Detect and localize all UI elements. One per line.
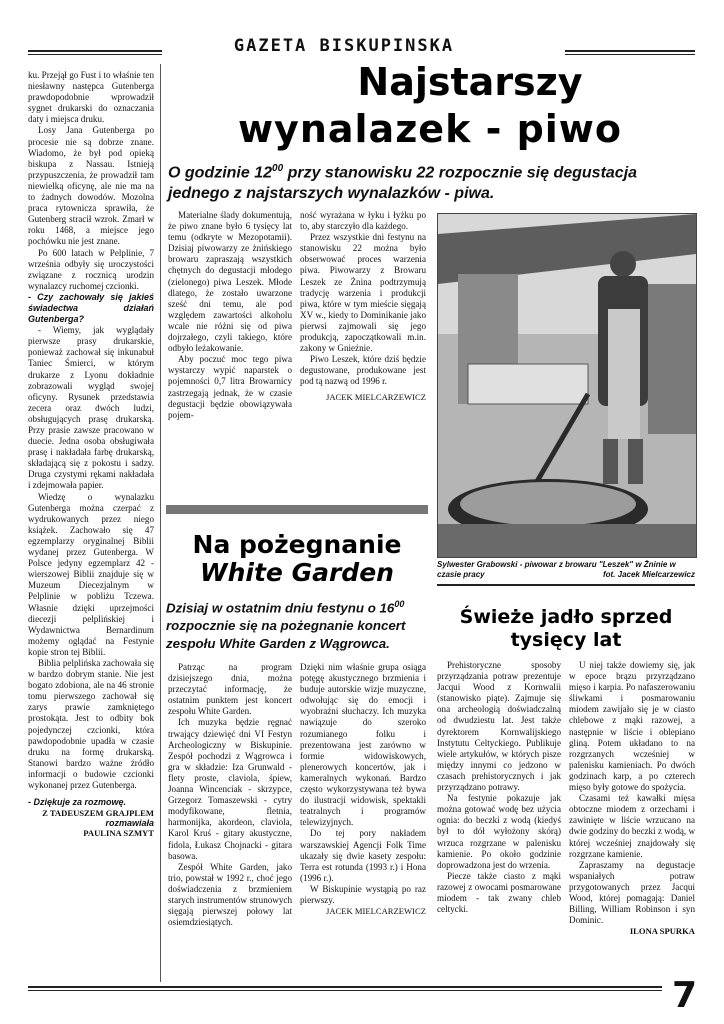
article3-paragraph: Na festynie pokazuje jak można gotować wodę bez użycia ognia: do beczki z wodą (kiedyś był to dół wyłożony skórą) wrzuca rozgrzane w palenisku kamienie. Po około godzinie doprowadzona jest do wrzenia.	[437, 793, 561, 870]
page-number: 7	[672, 975, 698, 1016]
article2-title-line1: Na pożegnanie	[192, 530, 402, 559]
article2-signature: JACEK MIELCARZEWICZ	[325, 906, 426, 917]
article1-paragraph: Piwo Leszek, które dziś będzie degustowane, produkowane jest pod tą nazwą od 1996 r.	[300, 354, 426, 387]
article3-paragraph: Zapraszamy na degustacje wspaniałych potraw przygotowanych przez Jacqui Wood, której pomagają: Daniel Billing, William Robinson i syn Dominic.	[569, 859, 695, 926]
article1-lead-text: O godzinie 12	[168, 164, 273, 182]
article1-signature: JACEK MIELCARZEWICZ	[325, 391, 426, 402]
masthead-rule-left-2	[28, 54, 162, 55]
article1-column1	[168, 210, 292, 421]
article2-paragraph: Zespół White Garden, jako trio, powstał w 1992 r., choć jego doświadczenia z brzmieniem starych instrumentów strunowych sięgają pierwszej połowy lat osiemdziesiątych.	[168, 861, 292, 928]
left-column-divider	[160, 64, 161, 982]
article2-paragraph: Do tej pory nakładem warszawskiej Agencji Folk Time ukazały się dwie kasety zespołu: Terra est rotunda (1993 r.) i Hona (1996 r.).	[300, 828, 426, 883]
article2-paragraph: Patrząc na program dzisiejszego dnia, można przeczytać informację, że ostatnim punktem jest koncert zespołu White Garden.	[168, 662, 292, 717]
article2-paragraph: Ich muzyka będzie ręgnać trwający dziewięć dni VI Festyn Archeologiczny w Biskupinie. Zespół pochodzi z Wągrowca i gra w składzie: Iza Grunwald - flety proste, claviola, śpiew, Joanna Wincenciak - skrzypce, Grzegorz Tomaszewski - cytry modyfikowane, fletnia, harmonijka, akordeon, claviola, Karol Kruś - gitary akustyczne, fidola, Łukasz Chojnacki - gitara basowa.	[168, 717, 292, 861]
article2-lead	[166, 595, 431, 653]
footer-rule	[28, 986, 662, 988]
headline-line2: wynalazek - piwo	[237, 107, 623, 151]
article2-lead-text2: rozpocznie się na pożegnanie koncert zespołu White Garden z Wągrowca.	[166, 618, 406, 652]
left-paragraph: Losy Jana Gutenberga po procesie nie są dobrze znane. Wiadomo, że był pod opieką biskupa z Nassau. Istnieją przypuszczenia, że prowadził tam niewielką oficynę, ale nie ma na to żadnych dowodów. Mozolna praca rytownicza sprawiła, że Gutenberg stracił wzrok. Zmarł w roku 1468, a miejsce jego pochówku nie jest znane.	[28, 125, 154, 247]
left-paragraph: Biblia pelplińska zachowała się w bardzo dobrym stanie. Nie jest bogato zdobiona, ale na 46 stronie tomu pierwszego zachował się zarys prawie zamkniętego prostokąta. Jest to odbity bok pojedynczej czcionki, która pawdopodobnie upadła w czasie druku na formę drukarską. Stanowi bardzo ważne źródło informacji o budowie czcionki wykonanej przez Gutenberga.	[28, 657, 154, 790]
separator-rule	[437, 584, 695, 586]
left-paragraph: - Wiemy, jak wyglądały pierwsze prasy drukarskie, ponieważ zachował się inkunabuł Taniec Śmierci, w którym drukarze z Lyonu dokładnie zobrazowali wygląd swojej oficyny. Rysunek przedstawia zecera oraz dwóch ludzi, obsługujących prasę drukarską. Przy prasie zawsze pracowano w duecie. Jedna osoba obsługiwała prasę i nakładała farbę drukarską, składającą się z pokostu i sadzy. Druga czystymi rękami nakładała i zdejmowała papier.	[28, 325, 154, 491]
masthead-rule-left	[28, 50, 162, 52]
interview-thanks: - Dziękuje za rozmowę.	[28, 797, 127, 808]
article1-lead-sup: 00	[272, 163, 284, 174]
article3-signature: ILONA SPURKA	[629, 926, 695, 937]
brewer-photo	[437, 213, 697, 558]
article1-paragraph: Materialne ślady dokumentują, że piwo znane było 6 tysięcy lat temu (odkryte w Mezopotamii). Dzisiaj piwowarzy ze żnińskiego browaru zapraszają wszystkich chętnych do degustacji młodego (zielonego) piwa Leszek. Młode dlatego, że zostało uwarzone sześć dni temu, ale pod względem zawartości alkoholu wcale nie różni się od piwa dojrzałego, czyli takiego, które odbyło leżakowanie.	[168, 210, 292, 354]
article1-paragraph: ność wyrażana w łyku i łyżku po to, aby starczyło dla każdego.	[300, 210, 426, 232]
photo-credit: fot. Jacek Mielcarzewicz	[602, 570, 695, 579]
article1-lead-text2: przy stanowisku 22 rozpocznie się degustacja jednego z najstarszych wynalazków - piwa.	[168, 164, 638, 203]
article3-title-line2: tysięcy lat	[510, 629, 622, 651]
article3-paragraph: Prehistoryczne sposoby przyrządzania potraw prezentuje Jacqui Wood z Kornwalii (stanowisko piąte). Zajmuje się ona archeologią doświadczalną od dwudziestu lat. Jest także dyrektorem Kornwalijskiego Instytutu Celtyckiego. Publikuje wiele artykułów, w których pisze między innymi co jedzono w czasach prehistorycznych i jak przyrządzano potrawy.	[437, 660, 561, 793]
masthead-rule-right	[565, 50, 695, 52]
headline-line1: Najstarszy	[357, 60, 583, 104]
article2-lead-sup: 00	[394, 599, 405, 609]
article2-lead-text: Dzisiaj w ostatnim dniu festynu o 16	[166, 600, 395, 616]
masthead-rule-right-2	[565, 54, 695, 55]
article2-column1	[168, 662, 292, 928]
article2-paragraph: W Biskupinie wystąpią po raz pierwszy.	[300, 883, 426, 905]
left-paragraph: Wiedzę o wynalazku Gutenberga można czerpać z wydrukowanych przez niego książek. Zachowało się 47 egzemplarzy oryginalnej Biblii wydanej przez Gutenberga. W Polsce jedyny egzemplarz 42 - wierszowej Biblii znajduje się w Muzeum Diecezjalnym w Pelplinie w pobliżu Tczewa. Własnie dzięki uprzejmości diecezji pelplińskiej i Wydawnictwa Bernardinum możemy oglądać na Festynie kopie stron tej Biblii.	[28, 491, 154, 657]
interview-by: rozmawiała	[105, 818, 154, 829]
article3-title-line1: Świeże jadło sprzed	[459, 606, 673, 628]
separator-bar	[166, 505, 428, 514]
article1-paragraph: Przez wszystkie dni festynu na stanowisku 22 można było obserwować proces warzenia piwa. Piwowarzy z Browaru Leszek ze Żnina podtrzymują tradycję warzenia i produkcji piwa, które w tym mieście sięgają XV w., kiedy to Dominikanie jako pierwsi zajmowali się jego produkcją, zapoczątkowali m.in. zakony w Gnieźnie.	[300, 232, 426, 354]
brewer-photo-illustration	[438, 214, 696, 557]
article1-column2	[300, 210, 426, 402]
masthead: GAZETA BISKUPINSKA	[233, 36, 455, 56]
article2-column2	[300, 662, 426, 916]
footer-rule-2	[28, 990, 662, 991]
article3-paragraph: U niej także dowiemy się, jak w epoce brązu przyrządzano mięso i karpia. Po nafaszerowaniu śliwkami i posmarowaniu miodem zawijało się je w ciasto chlebowe z mąki razowej, a następnie w liście i oblepiano gliną. Potem układano to na rozgrzanych wcześniej w palenisku kamieniach. Po dwóch godzinach karp, a po czterech mięso były gotowe do spożycia.	[569, 660, 695, 793]
interviewer: PAULINA SZMYT	[83, 828, 154, 839]
interviewee: Z TADEUSZEM GRAJPLEM	[42, 808, 154, 819]
article1-paragraph: Aby poczuć moc tego piwa wystarczy wypić naparstek o pojemności 0,7 litra Browarnicy zastrzegają jednak, że w czasie degustacji będzie obowiązywała pojem-	[168, 354, 292, 420]
interview-question: - Czy zachowały się jakieś świadectwa działań Gutenberga?	[28, 291, 154, 325]
article3-column1	[437, 660, 561, 915]
photo-caption: Sylwester Grabowski - piwowar z browaru "Leszek" w Żninie w czasie pracy	[437, 560, 676, 579]
article3-column2	[569, 660, 695, 936]
article3-paragraph: Piecze także ciasto z mąki razowej z owocami posmarowane miodem - tak zwany chleb celtycki.	[437, 870, 561, 915]
article3-paragraph: Czasami też kawałki mięsa obtoczne miodem z orzechami i zawinięte w liście wrzucano na dwie godziny do beczki z wodą, w której wcześniej znajdowały się rozgrzane kamienie.	[569, 793, 696, 859]
article2-paragraph: Dzięki nim właśnie grupa osiąga potęgę akustycznego brzmienia i buduje autorskie wizje muzyczne, odwołując się do emocji i wyobraźni słuchaczy. Ich muzyka nawiązuje do szeroko rozumianego folku i prezentowana jest zarówno w formie widowiskowych, plenerowych koncertów, jak i kameralnych wykonań. Bardzo często wykorzystywana też bywa do ilustracji widowisk, spektakli teatralnych i programów telewizyjnych.	[300, 662, 426, 828]
left-paragraph: Po 600 latach w Pelplinie, 7 września odbyły się uroczystości związane z rocznicą urodzin wynalazcy ruchomej czcionki.	[28, 247, 154, 291]
left-paragraph: ku. Przejął go Fust i to właśnie ten niesławny następca Gutenberga prawdopodobnie wprowadził sygnet drukarski do oznaczania daty i miejsca druku.	[28, 70, 154, 125]
article2-title-line2: White Garden	[200, 558, 394, 587]
article1-lead	[168, 158, 698, 204]
left-column	[28, 70, 154, 838]
